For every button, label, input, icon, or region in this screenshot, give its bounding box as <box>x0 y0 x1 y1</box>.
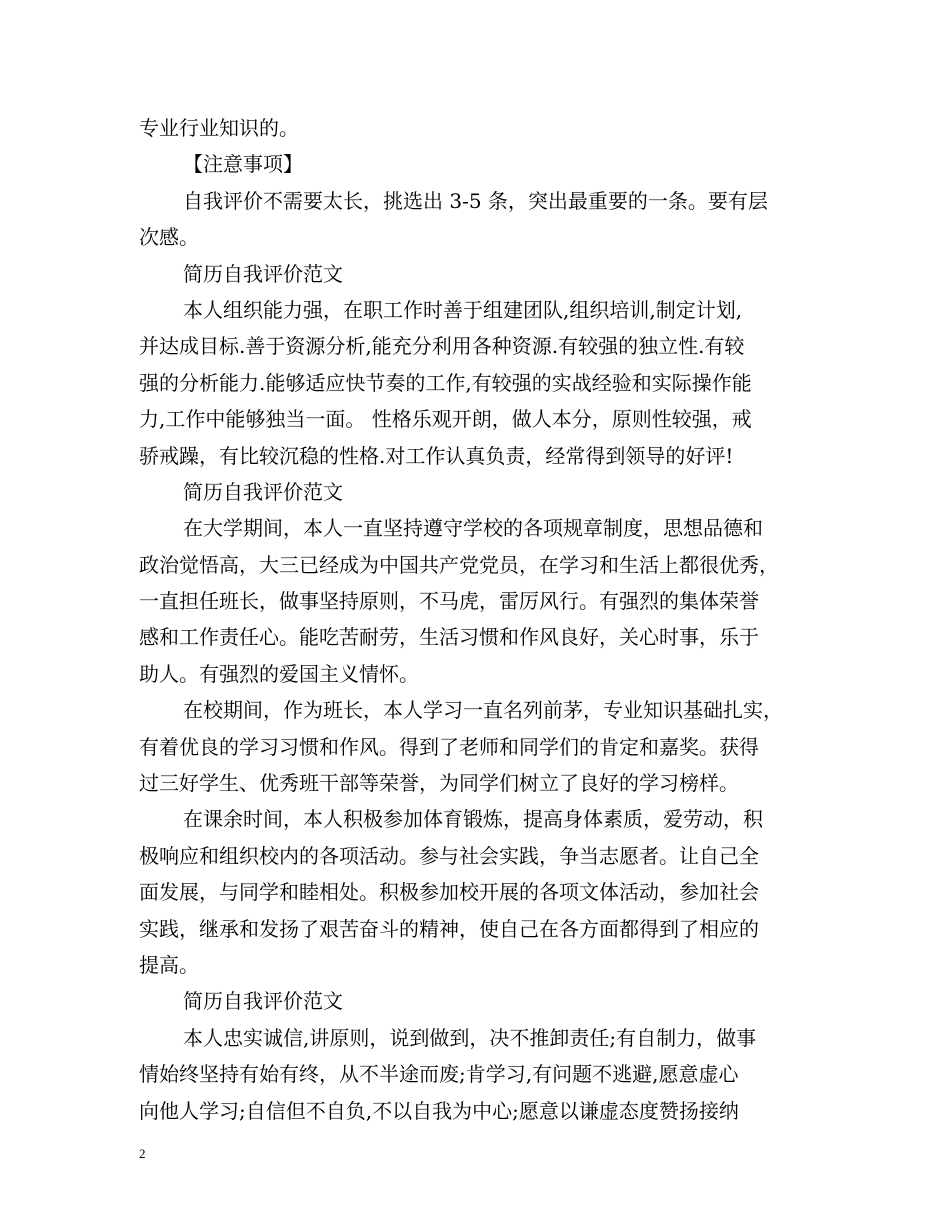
text-line: 在课余时间，本人积极参加体育锻炼，提高身体素质，爱劳动，积 <box>183 807 763 832</box>
text-line: 专业行业知识的。 <box>139 116 299 140</box>
section-heading: 简历自我评价范文 <box>183 261 343 286</box>
page-number: 2 <box>139 1146 146 1161</box>
text-line: 次感。 <box>139 225 199 250</box>
text-line: 面发展，与同学和睦相处。积极参加校开展的各项文体活动，参加社会 <box>139 880 759 905</box>
section-heading: 简历自我评价范文 <box>183 479 343 504</box>
text-line: 一直担任班长，做事坚持原则，不马虎，雷厉风行。有强烈的集体荣誉 <box>139 589 759 614</box>
text-line: 力,工作中能够独当一面。 性格乐观开朗，做人本分，原则性较强，戒 <box>139 407 752 432</box>
text-line: 有着优良的学习习惯和作风。得到了老师和同学们的肯定和嘉奖。获得 <box>139 734 759 759</box>
text-line: 感和工作责任心。能吃苦耐劳，生活习惯和作风良好，关心时事，乐于 <box>139 625 759 650</box>
text-line: 本人组织能力强，在职工作时善于组建团队,组织培训,制定计划, <box>183 297 743 322</box>
text-line: 骄戒躁，有比较沉稳的性格.对工作认真负责，经常得到领导的好评! <box>139 443 734 468</box>
text-line: 提高。 <box>139 952 199 977</box>
text-line: 强的分析能力.能够适应快节奏的工作,有较强的实战经验和实际操作能 <box>139 370 752 395</box>
text-line: 在校期间，作为班长，本人学习一直名列前茅，专业知识基础扎实， <box>183 698 783 723</box>
text-line: 政治觉悟高，大三已经成为中国共产党党员，在学习和生活上都很优秀， <box>139 552 779 577</box>
text-line: 过三好学生、优秀班干部等荣誉，为同学们树立了良好的学习榜样。 <box>139 771 739 796</box>
text-line: 本人忠实诚信,讲原则，说到做到，决不推卸责任;有自制力，做事 <box>183 1025 757 1050</box>
text-line: 情始终坚持有始有终，从不半途而废;肯学习,有问题不逃避,愿意虚心 <box>139 1062 739 1087</box>
text-line: 向他人学习;自信但不自负,不以自我为中心;愿意以谦虚态度赞扬接纳 <box>139 1098 739 1123</box>
text-line: 助人。有强烈的爱国主义情怀。 <box>139 661 419 686</box>
document-body <box>139 110 825 1129</box>
section-heading: 简历自我评价范文 <box>183 989 343 1014</box>
section-heading-notes: 【注意事项】 <box>183 152 303 177</box>
text-line: 并达成目标.善于资源分析,能充分利用各种资源.有较强的独立性.有较 <box>139 334 745 359</box>
text-line: 在大学期间，本人一直坚持遵守学校的各项规章制度，思想品德和 <box>183 516 763 541</box>
text-line: 自我评价不需要太长，挑选出 3-5 条，突出最重要的一条。要有层 <box>183 188 768 213</box>
text-line: 极响应和组织校内的各项活动。参与社会实践，争当志愿者。让自己全 <box>139 843 759 868</box>
text-line: 实践，继承和发扬了艰苦奋斗的精神，使自己在各方面都得到了相应的 <box>139 916 759 941</box>
